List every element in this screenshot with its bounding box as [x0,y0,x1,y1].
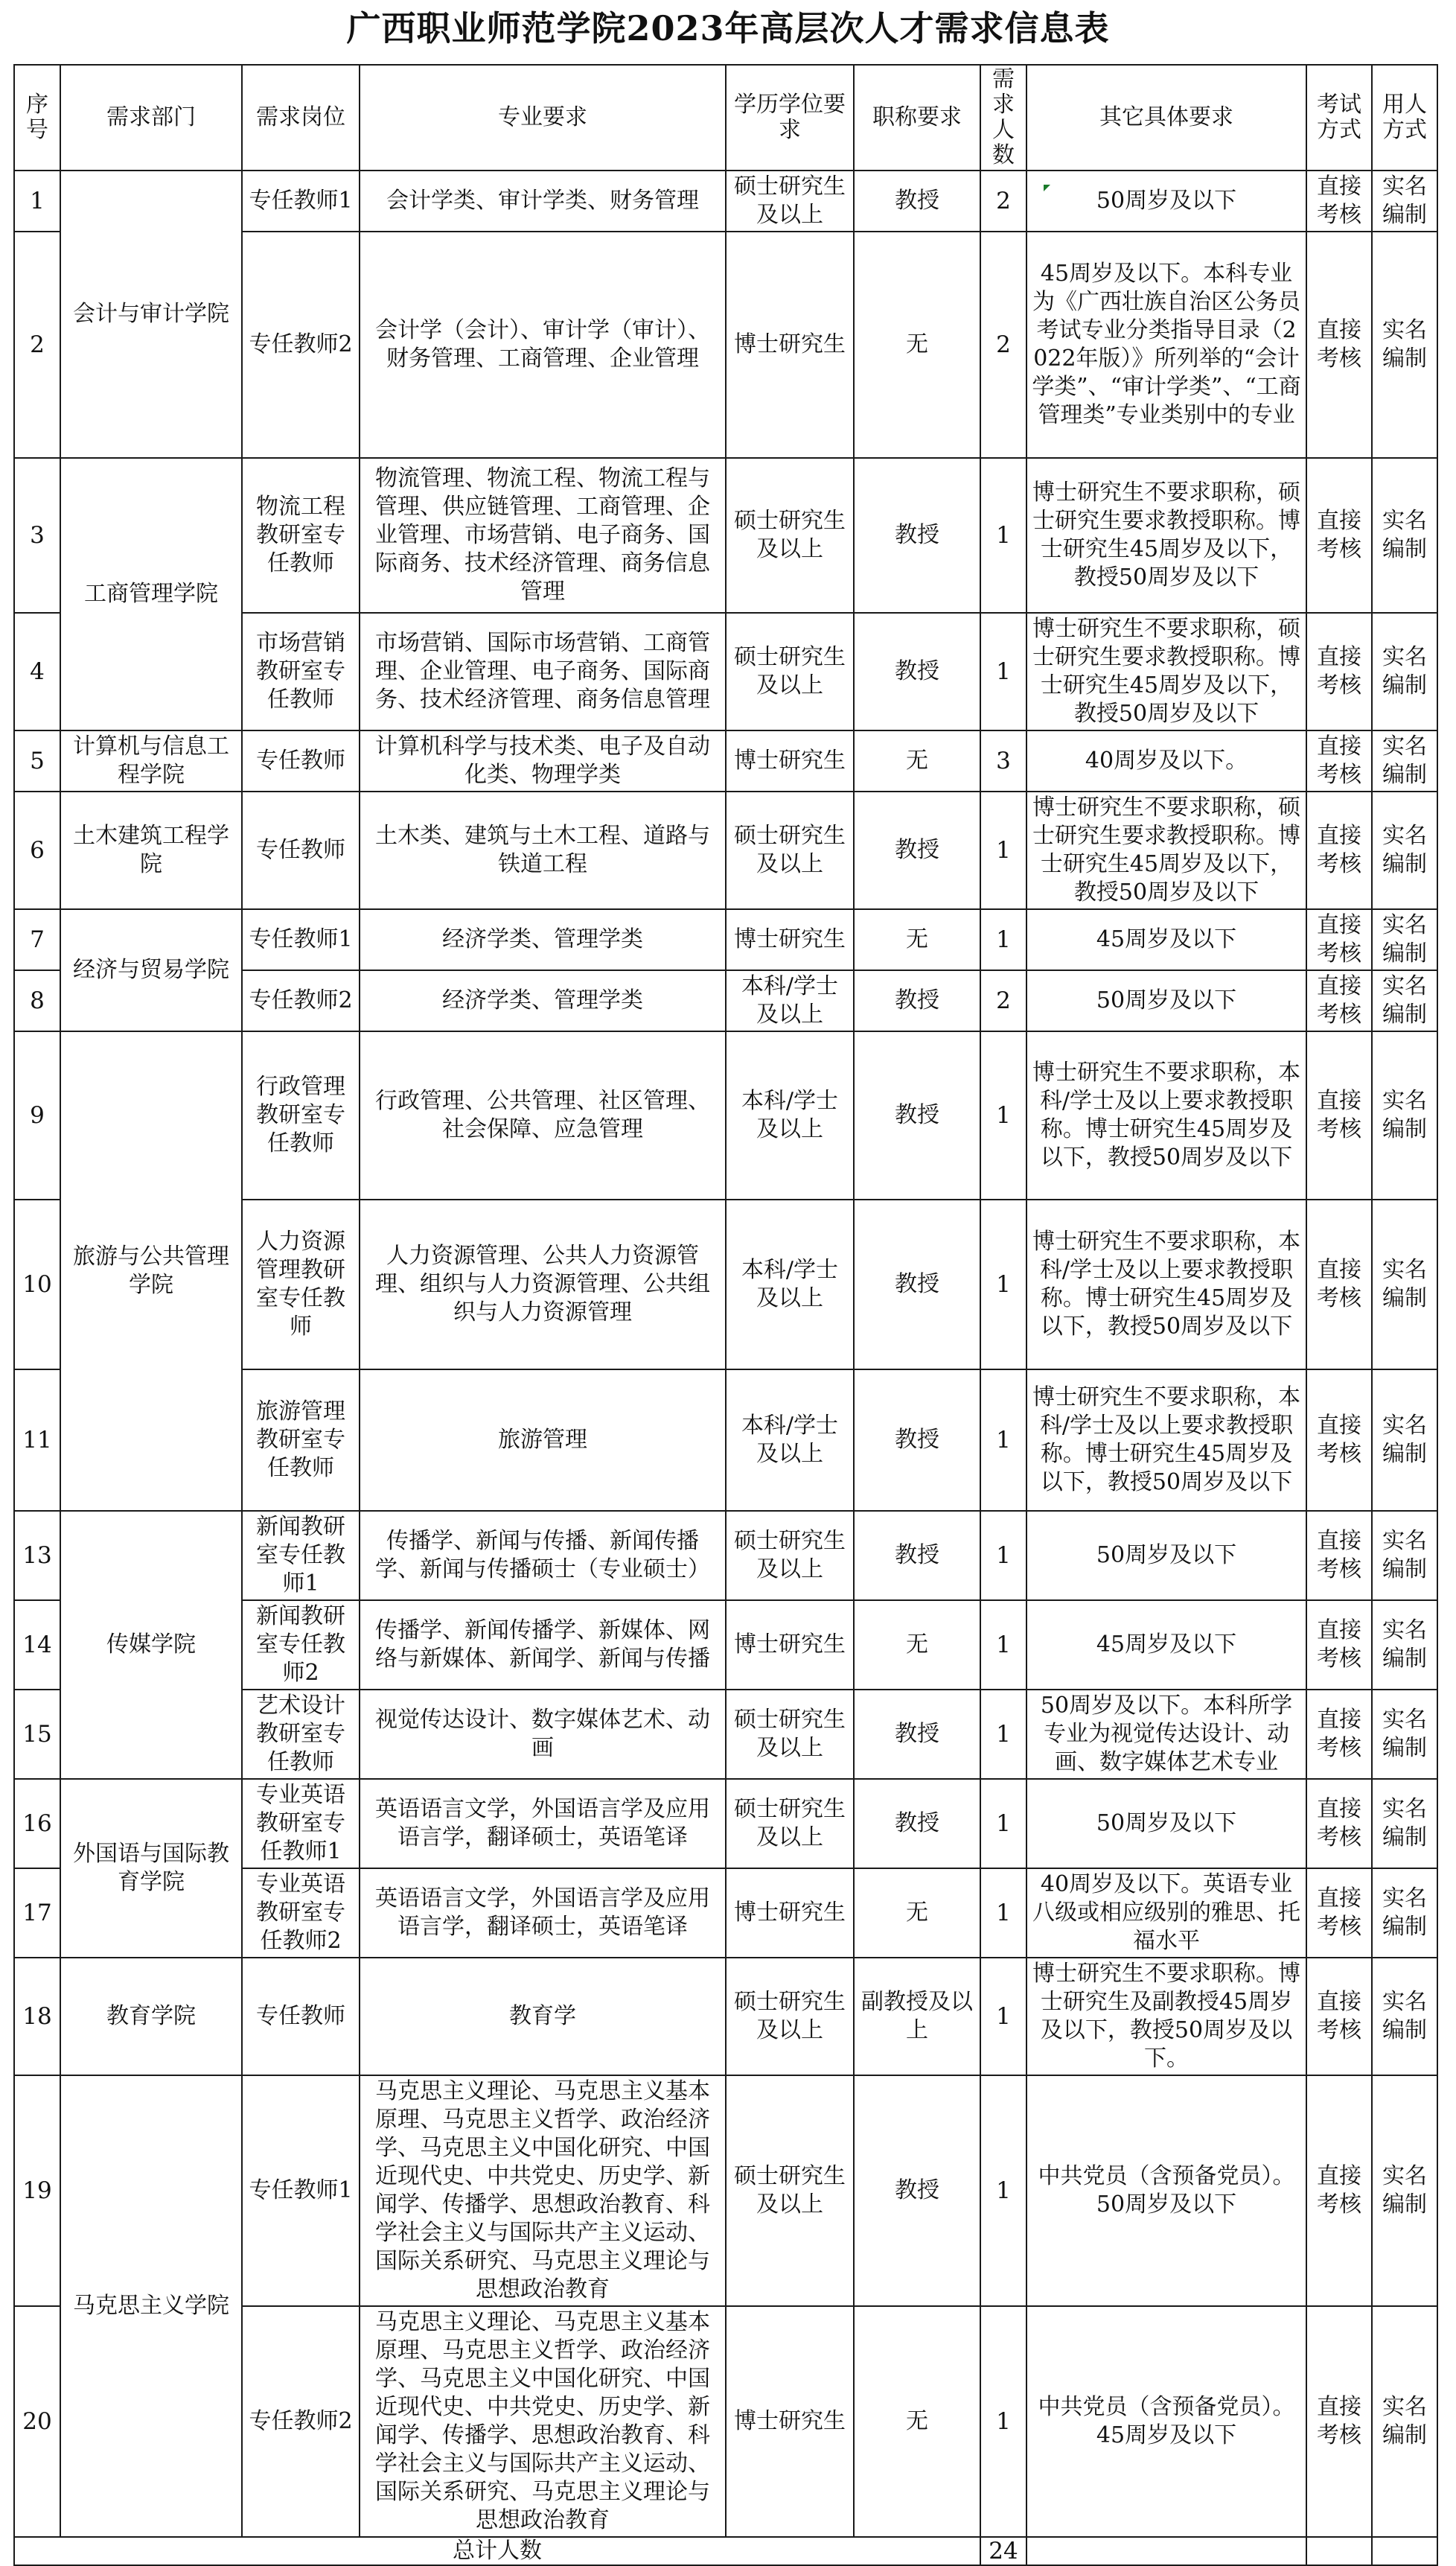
post-cell: 专任教师2 [242,970,360,1031]
header-cell: 用人方式 [1372,65,1437,171]
title-cell: 无 [854,1600,980,1690]
post-cell: 新闻教研室专任教师2 [242,1600,360,1690]
total-label: 总计人数 [14,2537,980,2565]
exam-cell: 直接考核 [1306,458,1372,613]
row-number: 9 [14,1031,60,1200]
education-cell: 博士研究生 [726,232,854,458]
post-cell: 旅游管理教研室专任教师 [242,1369,360,1511]
header-cell: 专业要求 [360,65,726,171]
exam-cell: 直接考核 [1306,1868,1372,1958]
post-cell: 专任教师 [242,792,360,909]
major-cell: 英语语言文学，外国语言学及应用语言学，翻译硕士，英语笔译 [360,1779,726,1868]
other-cell: 博士研究生不要求职称，硕士研究生要求教授职称。博士研究生45周岁及以下，教授50周岁及以下 [1026,458,1306,613]
count-cell: 1 [980,1690,1026,1779]
department-cell: 计算机与信息工程学院 [60,730,242,792]
title-cell: 教授 [854,1511,980,1600]
title-cell: 教授 [854,458,980,613]
count-cell: 1 [980,1200,1026,1369]
header-cell: 学历学位要求 [726,65,854,171]
employ-cell: 实名编制 [1372,970,1437,1031]
other-cell: 博士研究生不要求职称。博士研究生及副教授45周岁及以下，教授50周岁及以下。 [1026,1958,1306,2075]
other-cell: 40周岁及以下。 [1026,730,1306,792]
table-row [14,1958,1437,2075]
education-cell: 博士研究生 [726,1600,854,1690]
other-cell: 50周岁及以下 [1026,1779,1306,1868]
row-number: 4 [14,613,60,730]
header-cell: 其它具体要求 [1026,65,1306,171]
education-cell: 硕士研究生及以上 [726,613,854,730]
row-number: 7 [14,909,60,970]
department-cell: 教育学院 [60,1958,242,2075]
education-cell: 硕士研究生及以上 [726,1511,854,1600]
total-empty-cell [1306,2537,1372,2565]
title-cell: 教授 [854,1369,980,1511]
employ-cell: 实名编制 [1372,1511,1437,1600]
table-row [14,2075,1437,2306]
employ-cell: 实名编制 [1372,2075,1437,2306]
row-number: 18 [14,1958,60,2075]
count-cell: 1 [980,792,1026,909]
exam-cell: 直接考核 [1306,171,1372,232]
comment-marker-icon [1044,185,1050,191]
other-cell: 博士研究生不要求职称，本科/学士及以上要求教授职称。博士研究生45周岁及以下，教授50周岁及以下 [1026,1369,1306,1511]
post-cell: 专任教师2 [242,232,360,458]
post-cell: 行政管理教研室专任教师 [242,1031,360,1200]
education-cell: 本科/学士及以上 [726,1031,854,1200]
title-cell: 教授 [854,1690,980,1779]
education-cell: 硕士研究生及以上 [726,1690,854,1779]
other-cell: 45周岁及以下 [1026,1600,1306,1690]
table-row [14,1031,1437,1200]
table-row [14,909,1437,970]
title-cell: 教授 [854,171,980,232]
post-cell: 专任教师 [242,730,360,792]
table-row [14,792,1437,909]
major-cell: 会计学（会计）、审计学（审计）、财务管理、工商管理、企业管理 [360,232,726,458]
major-cell: 视觉传达设计、数字媒体艺术、动画 [360,1690,726,1779]
count-cell: 2 [980,232,1026,458]
exam-cell: 直接考核 [1306,792,1372,909]
department-cell: 土木建筑工程学院 [60,792,242,909]
employ-cell: 实名编制 [1372,1600,1437,1690]
count-cell: 1 [980,909,1026,970]
exam-cell: 直接考核 [1306,730,1372,792]
title-cell: 教授 [854,970,980,1031]
post-cell: 专业英语教研室专任教师1 [242,1779,360,1868]
department-cell: 马克思主义学院 [60,2075,242,2537]
header-cell: 需求岗位 [242,65,360,171]
department-cell: 外国语与国际教育学院 [60,1779,242,1958]
table-row [14,171,1437,232]
header-cell: 序号 [14,65,60,171]
exam-cell: 直接考核 [1306,1511,1372,1600]
major-cell: 英语语言文学，外国语言学及应用语言学，翻译硕士，英语笔译 [360,1868,726,1958]
count-cell: 1 [980,1600,1026,1690]
major-cell: 旅游管理 [360,1369,726,1511]
other-cell: 45周岁及以下 [1026,909,1306,970]
count-cell: 1 [980,1031,1026,1200]
employ-cell: 实名编制 [1372,1958,1437,2075]
title-cell: 无 [854,909,980,970]
table-row [14,730,1437,792]
education-cell: 本科/学士及以上 [726,1369,854,1511]
employ-cell: 实名编制 [1372,613,1437,730]
post-cell: 艺术设计教研室专任教师 [242,1690,360,1779]
major-cell: 人力资源管理、公共人力资源管理、组织与人力资源管理、公共组织与人力资源管理 [360,1200,726,1369]
department-cell: 旅游与公共管理学院 [60,1031,242,1511]
employ-cell: 实名编制 [1372,1690,1437,1779]
other-cell: 50周岁及以下 [1026,171,1306,232]
post-cell: 专业英语教研室专任教师2 [242,1868,360,1958]
department-cell: 工商管理学院 [60,458,242,730]
department-cell: 经济与贸易学院 [60,909,242,1031]
exam-cell: 直接考核 [1306,232,1372,458]
employ-cell: 实名编制 [1372,792,1437,909]
row-number: 20 [14,2306,60,2537]
major-cell: 土木类、建筑与土木工程、道路与铁道工程 [360,792,726,909]
education-cell: 博士研究生 [726,1868,854,1958]
title-cell: 教授 [854,1031,980,1200]
major-cell: 物流管理、物流工程、物流工程与管理、供应链管理、工商管理、企业管理、市场营销、电子商务、国际商务、技术经济管理、商务信息管理 [360,458,726,613]
count-cell: 2 [980,171,1026,232]
header-cell: 考试方式 [1306,65,1372,171]
post-cell: 新闻教研室专任教师1 [242,1511,360,1600]
post-cell: 专任教师 [242,1958,360,2075]
education-cell: 本科/学士及以上 [726,970,854,1031]
table-row [14,1779,1437,1868]
exam-cell: 直接考核 [1306,1958,1372,2075]
other-cell: 博士研究生不要求职称，硕士研究生要求教授职称。博士研究生45周岁及以下，教授50周岁及以下 [1026,613,1306,730]
other-cell: 中共党员（含预备党员）。45周岁及以下 [1026,2306,1306,2537]
major-cell: 计算机科学与技术类、电子及自动化类、物理学类 [360,730,726,792]
major-cell: 行政管理、公共管理、社区管理、社会保障、应急管理 [360,1031,726,1200]
post-cell: 专任教师1 [242,909,360,970]
row-number: 6 [14,792,60,909]
other-cell: 40周岁及以下。英语专业八级或相应级别的雅思、托福水平 [1026,1868,1306,1958]
employ-cell: 实名编制 [1372,909,1437,970]
other-cell: 50周岁及以下 [1026,970,1306,1031]
employ-cell: 实名编制 [1372,232,1437,458]
count-cell: 1 [980,1369,1026,1511]
other-cell: 博士研究生不要求职称，本科/学士及以上要求教授职称。博士研究生45周岁及以下，教授50周岁及以下 [1026,1200,1306,1369]
exam-cell: 直接考核 [1306,2075,1372,2306]
exam-cell: 直接考核 [1306,1600,1372,1690]
title-cell: 教授 [854,1779,980,1868]
total-count: 24 [980,2537,1026,2565]
exam-cell: 直接考核 [1306,1690,1372,1779]
row-number: 5 [14,730,60,792]
exam-cell: 直接考核 [1306,1200,1372,1369]
total-empty-cell [1372,2537,1437,2565]
row-number: 10 [14,1200,60,1369]
post-cell: 物流工程教研室专任教师 [242,458,360,613]
table-row [14,458,1437,613]
exam-cell: 直接考核 [1306,1031,1372,1200]
post-cell: 人力资源管理教研室专任教师 [242,1200,360,1369]
education-cell: 硕士研究生及以上 [726,792,854,909]
row-number: 13 [14,1511,60,1600]
post-cell: 专任教师1 [242,171,360,232]
education-cell: 博士研究生 [726,2306,854,2537]
employ-cell: 实名编制 [1372,171,1437,232]
post-cell: 专任教师2 [242,2306,360,2537]
post-cell: 专任教师1 [242,2075,360,2306]
major-cell: 经济学类、管理学类 [360,970,726,1031]
table-row [14,1511,1437,1600]
count-cell: 1 [980,1779,1026,1868]
count-cell: 1 [980,613,1026,730]
count-cell: 1 [980,2075,1026,2306]
other-cell: 中共党员（含预备党员）。50周岁及以下 [1026,2075,1306,2306]
header-cell: 需求人数 [980,65,1026,171]
title-cell: 无 [854,730,980,792]
employ-cell: 实名编制 [1372,1031,1437,1200]
education-cell: 硕士研究生及以上 [726,1779,854,1868]
title-cell: 无 [854,232,980,458]
major-cell: 传播学、新闻与传播、新闻传播学、新闻与传播硕士（专业硕士） [360,1511,726,1600]
education-cell: 博士研究生 [726,730,854,792]
major-cell: 传播学、新闻传播学、新媒体、网络与新媒体、新闻学、新闻与传播 [360,1600,726,1690]
major-cell: 市场营销、国际市场营销、工商管理、企业管理、电子商务、国际商务、技术经济管理、商务信息管理 [360,613,726,730]
row-number: 11 [14,1369,60,1511]
exam-cell: 直接考核 [1306,970,1372,1031]
major-cell: 教育学 [360,1958,726,2075]
employ-cell: 实名编制 [1372,730,1437,792]
department-cell: 会计与审计学院 [60,171,242,458]
other-cell: 博士研究生不要求职称，硕士研究生要求教授职称。博士研究生45周岁及以下，教授50周岁及以下 [1026,792,1306,909]
header-row [14,65,1437,171]
employ-cell: 实名编制 [1372,458,1437,613]
title-cell: 副教授及以上 [854,1958,980,2075]
page-title: 广西职业师范学院2023年高层次人才需求信息表 [346,8,1110,48]
title-cell: 无 [854,2306,980,2537]
talent-demand-table [13,64,1438,2566]
title-cell: 教授 [854,792,980,909]
education-cell: 本科/学士及以上 [726,1200,854,1369]
row-number: 15 [14,1690,60,1779]
count-cell: 1 [980,2306,1026,2537]
major-cell: 会计学类、审计学类、财务管理 [360,171,726,232]
education-cell: 硕士研究生及以上 [726,1958,854,2075]
education-cell: 博士研究生 [726,909,854,970]
count-cell: 1 [980,1511,1026,1600]
count-cell: 3 [980,730,1026,792]
row-number: 17 [14,1868,60,1958]
exam-cell: 直接考核 [1306,2306,1372,2537]
count-cell: 1 [980,1868,1026,1958]
exam-cell: 直接考核 [1306,1779,1372,1868]
row-number: 3 [14,458,60,613]
count-cell: 2 [980,970,1026,1031]
title-cell: 无 [854,1868,980,1958]
count-cell: 1 [980,1958,1026,2075]
employ-cell: 实名编制 [1372,1369,1437,1511]
row-number: 19 [14,2075,60,2306]
other-cell: 博士研究生不要求职称，本科/学士及以上要求教授职称。博士研究生45周岁及以下，教授50周岁及以下 [1026,1031,1306,1200]
exam-cell: 直接考核 [1306,613,1372,730]
total-empty-cell [1026,2537,1306,2565]
title-cell: 教授 [854,1200,980,1369]
exam-cell: 直接考核 [1306,909,1372,970]
education-cell: 硕士研究生及以上 [726,458,854,613]
row-number: 2 [14,232,60,458]
row-number: 1 [14,171,60,232]
header-cell: 职称要求 [854,65,980,171]
other-cell: 50周岁及以下 [1026,1511,1306,1600]
department-cell: 传媒学院 [60,1511,242,1779]
major-cell: 马克思主义理论、马克思主义基本原理、马克思主义哲学、政治经济学、马克思主义中国化研究、中国近现代史、中共党史、历史学、新闻学、传播学、思想政治教育、科学社会主义与国际共产主义运动、国际关系研究、马克思主义理论与思想政治教育 [360,2306,726,2537]
row-number: 14 [14,1600,60,1690]
other-cell: 45周岁及以下。本科专业为《广西壮族自治区公务员考试专业分类指导目录（2022年版）》所列举的“会计学类”、“审计学类”、“工商管理类”专业类别中的专业 [1026,232,1306,458]
title-cell: 教授 [854,2075,980,2306]
row-number: 8 [14,970,60,1031]
employ-cell: 实名编制 [1372,2306,1437,2537]
employ-cell: 实名编制 [1372,1200,1437,1369]
count-cell: 1 [980,458,1026,613]
total-row [14,2537,1437,2565]
title-cell: 教授 [854,613,980,730]
employ-cell: 实名编制 [1372,1779,1437,1868]
header-cell: 需求部门 [60,65,242,171]
row-number: 16 [14,1779,60,1868]
major-cell: 经济学类、管理学类 [360,909,726,970]
education-cell: 硕士研究生及以上 [726,171,854,232]
major-cell: 马克思主义理论、马克思主义基本原理、马克思主义哲学、政治经济学、马克思主义中国化研究、中国近现代史、中共党史、历史学、新闻学、传播学、思想政治教育、科学社会主义与国际共产主义运动、国际关系研究、马克思主义理论与思想政治教育 [360,2075,726,2306]
employ-cell: 实名编制 [1372,1868,1437,1958]
exam-cell: 直接考核 [1306,1369,1372,1511]
post-cell: 市场营销教研室专任教师 [242,613,360,730]
education-cell: 硕士研究生及以上 [726,2075,854,2306]
other-cell: 50周岁及以下。本科所学专业为视觉传达设计、动画、数字媒体艺术专业 [1026,1690,1306,1779]
